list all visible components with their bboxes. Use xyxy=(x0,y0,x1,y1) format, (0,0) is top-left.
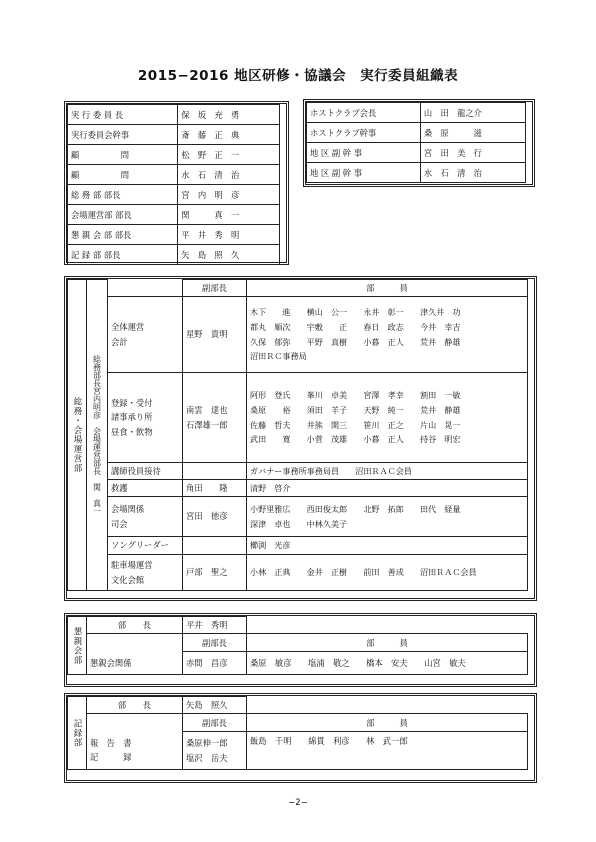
host-club-role-name: 宮 田 美 行 xyxy=(420,143,525,163)
executive-role-title: 総 務 部 部長 xyxy=(68,185,178,205)
general-affairs-row xyxy=(68,480,528,497)
host-club-role-row xyxy=(307,103,526,123)
general-affairs-row-members: ガバナー事務所事務局員 沼田ＲＡＣ会員 xyxy=(247,463,528,480)
general-affairs-row xyxy=(68,555,528,591)
general-affairs-dept-table xyxy=(67,279,528,591)
blank-cell xyxy=(247,697,528,714)
executive-role-name: 保 坂 充 勇 xyxy=(178,105,280,125)
host-club-role-row xyxy=(307,163,526,183)
executive-role-name: 水 石 清 治 xyxy=(178,165,280,185)
host-club-role-name: 山 田 龍之介 xyxy=(420,103,525,123)
general-affairs-row-members: 清野 啓介 xyxy=(247,480,528,497)
host-club-role-row xyxy=(307,143,526,163)
general-affairs-row-name: 救護 xyxy=(108,480,183,497)
executive-role-row xyxy=(68,245,280,265)
general-affairs-row-members: 阿形 登氏 峯川 卓美 宮澤 孝幸 割田 一敏 桑原 裕 須田 羊子 天野 純一 荒井 静雄 佐藤 哲夫 井熊 開三 笹川 正之 片山 晃一 武田 寛 小菅 茂雄 小暮 正人 持谷 明宏 xyxy=(247,373,528,463)
records-dept-members-header: 部 員 xyxy=(247,714,528,732)
records-dept-label: 記録部 xyxy=(68,697,87,770)
executive-role-name: 関 真 一 xyxy=(178,205,280,225)
executive-role-row xyxy=(68,185,280,205)
social-dept-label: 懇親会部 xyxy=(68,617,87,675)
general-affairs-row-members: 櫛渕 光彦 xyxy=(247,537,528,555)
host-club-role-row xyxy=(307,123,526,143)
records-dept-chief-name: 矢島 照久 xyxy=(183,697,247,714)
executive-role-row xyxy=(68,105,280,125)
general-affairs-row xyxy=(68,373,528,463)
host-club-role-title: ホストクラブ会長 xyxy=(307,103,421,123)
general-affairs-row-name: 全体運営 会計 xyxy=(108,297,183,373)
executive-role-row xyxy=(68,145,280,165)
social-dept-table xyxy=(67,616,528,675)
general-affairs-members-header: 部 員 xyxy=(247,280,528,297)
social-dept-row-members: 桑原 敏彦 塩浦 敬之 橋本 安夫 山宮 敏夫 xyxy=(247,652,528,675)
page-number: −2− xyxy=(288,798,308,808)
host-club-role-name: 水 石 清 治 xyxy=(420,163,525,183)
host-club-role-title: 地 区 副 幹 事 xyxy=(307,143,421,163)
blank-cell xyxy=(247,617,528,634)
executive-role-row xyxy=(68,225,280,245)
general-affairs-row-members: 小野里雅広 西田俊太郎 北野 拓郎 田代 経量 深津 卓也 中林久美子 xyxy=(247,497,528,537)
general-affairs-row-members: 木下 進 横山 公一 永井 彰一 津久井 功 都丸 順次 宇敷 正 春日 政志 今井 幸吉 久保 郁弥 平野 真樹 小暮 正人 荒井 静雄 沼田ＲＣ事務局 xyxy=(247,297,528,373)
general-affairs-row-vice xyxy=(183,463,247,480)
general-affairs-row xyxy=(68,497,528,537)
general-affairs-row-name: ソングリーダー xyxy=(108,537,183,555)
blank-cell xyxy=(87,714,183,732)
records-dept-chief-label: 部 長 xyxy=(87,697,183,714)
host-club-role-name: 桑 原 滋 xyxy=(420,123,525,143)
host-club-roles-table xyxy=(306,102,526,183)
records-dept-vice-header: 副部長 xyxy=(183,714,247,732)
general-affairs-dept-chiefs: 総務部長宮内明彦 会場運営部長 関 真一 xyxy=(87,280,108,591)
social-dept-row-vice: 赤間 昌彦 xyxy=(183,652,247,675)
general-affairs-row-vice: 戸部 聖之 xyxy=(183,555,247,591)
general-affairs-row-vice xyxy=(183,537,247,555)
executive-role-name: 矢 島 照 久 xyxy=(178,245,280,265)
general-affairs-row-vice: 宮田 徳彦 xyxy=(183,497,247,537)
records-dept-row-members: 飯島 千明 綿貫 利彦 林 武一郎 xyxy=(247,732,528,770)
social-dept-members-header: 部 員 xyxy=(247,634,528,652)
social-dept-chief-label: 部 長 xyxy=(87,617,183,634)
blank-cell xyxy=(108,280,183,297)
executive-role-row xyxy=(68,205,280,225)
executive-role-name: 松 野 正 一 xyxy=(178,145,280,165)
general-affairs-row xyxy=(68,463,528,480)
executive-role-title: 顧 問 xyxy=(68,145,178,165)
executive-role-title: 実 行 委 員 長 xyxy=(68,105,178,125)
general-affairs-row-name: 会場関係 司会 xyxy=(108,497,183,537)
host-club-role-title: 地 区 副 幹 事 xyxy=(307,163,421,183)
general-affairs-row-vice: 南雲 達也 石澤雄一郎 xyxy=(183,373,247,463)
executive-role-title: 顧 問 xyxy=(68,165,178,185)
executive-role-row xyxy=(68,165,280,185)
records-dept-row-name: 報 告 書 記 録 xyxy=(87,732,183,770)
executive-role-title: 記 録 部 部長 xyxy=(68,245,178,265)
executive-role-name: 宮 内 明 彦 xyxy=(178,185,280,205)
executive-role-title: 実行委員会幹事 xyxy=(68,125,178,145)
general-affairs-row-vice: 星野 貴明 xyxy=(183,297,247,373)
general-affairs-vice-header: 副部長 xyxy=(183,280,247,297)
general-affairs-row-vice: 角田 隆 xyxy=(183,480,247,497)
executive-role-name: 斎 藤 正 典 xyxy=(178,125,280,145)
general-affairs-row xyxy=(68,297,528,373)
page-title: 2015−2016 地区研修・協議会 実行委員組織表 xyxy=(137,68,459,84)
general-affairs-row-name: 登録・受付 諸事承り所 昼食・飲物 xyxy=(108,373,183,463)
executive-role-name: 平 井 秀 明 xyxy=(178,225,280,245)
general-affairs-row-members: 小林 正典 金井 正樹 前田 善成 沼田ＲＡＣ会員 xyxy=(247,555,528,591)
general-affairs-row xyxy=(68,537,528,555)
social-dept-vice-header: 副部長 xyxy=(183,634,247,652)
host-club-role-title: ホストクラブ幹事 xyxy=(307,123,421,143)
general-affairs-row-name: 駐車場運営 文化会館 xyxy=(108,555,183,591)
records-dept-row-vice: 桑原伸一郎 塩沢 岳夫 xyxy=(183,732,247,770)
general-affairs-row-name: 講師役員接待 xyxy=(108,463,183,480)
social-dept-chief-name: 平井 秀明 xyxy=(183,617,247,634)
executive-role-row xyxy=(68,125,280,145)
executive-role-title: 懇 親 会 部 部長 xyxy=(68,225,178,245)
executive-roles-table xyxy=(67,104,280,265)
executive-role-title: 会場運営部 部長 xyxy=(68,205,178,225)
records-dept-table xyxy=(67,696,528,770)
general-affairs-dept-label: 総務・会場運営部 xyxy=(68,280,87,591)
blank-cell xyxy=(87,634,183,652)
social-dept-row-name: 懇親会関係 xyxy=(87,652,183,675)
